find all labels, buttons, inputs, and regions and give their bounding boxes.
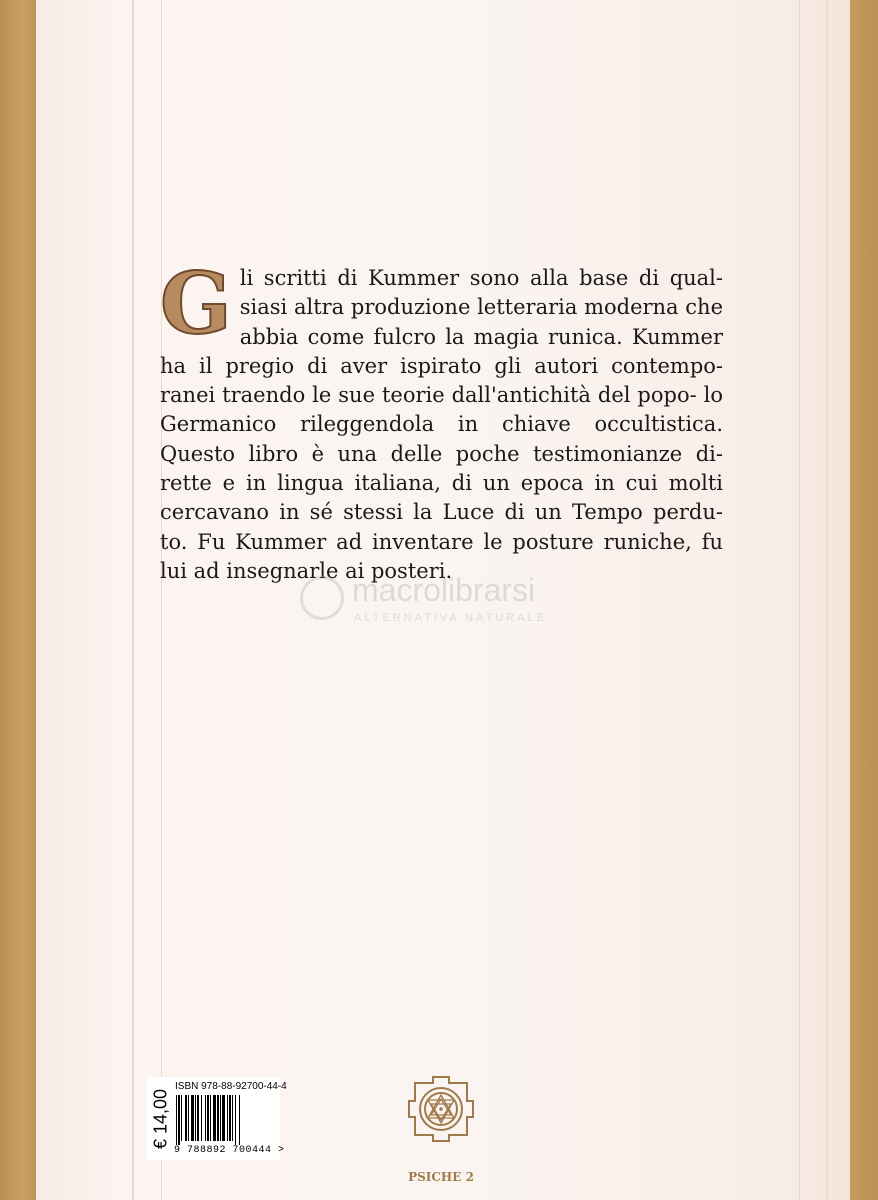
watermark-tagline: ALTERNATIVA NATURALE	[354, 612, 548, 624]
publisher-name: PSICHE 2	[408, 1170, 474, 1184]
barcode-bar	[181, 1095, 182, 1141]
decorative-stripe	[826, 0, 828, 1200]
barcode-bar	[191, 1095, 194, 1141]
barcode-digits: 9 788892 700444 >	[174, 1145, 285, 1156]
barcode-bar	[210, 1095, 211, 1141]
decorative-stripe	[132, 0, 134, 1200]
barcode-bar	[220, 1095, 221, 1141]
barcode-bar	[201, 1095, 202, 1141]
watermark	[300, 574, 600, 634]
barcode-bar	[207, 1095, 209, 1141]
barcode	[176, 1095, 276, 1145]
barcode-bar	[195, 1095, 196, 1141]
sri-yantra-icon	[405, 1075, 477, 1175]
watermark-name: macrolibrarsi	[352, 572, 536, 608]
watermark-logo-icon	[300, 576, 344, 620]
barcode-bar	[239, 1095, 240, 1145]
barcode-bar	[222, 1095, 225, 1141]
barcode-bar	[205, 1095, 206, 1141]
barcode-bar	[235, 1095, 236, 1145]
barcode-bar	[185, 1095, 187, 1141]
barcode-bar	[188, 1095, 189, 1141]
barcode-bar	[227, 1095, 228, 1141]
price-label	[150, 1079, 172, 1158]
barcode-bar	[176, 1095, 177, 1145]
barcode-bar	[232, 1095, 233, 1141]
isbn-text: ISBN 978-88-92700-44-4	[175, 1081, 287, 1092]
decorative-stripe	[161, 0, 162, 1200]
barcode-bar	[217, 1095, 219, 1141]
barcode-bar	[197, 1095, 199, 1141]
price-text: € 14,00	[150, 1088, 171, 1150]
blurb	[160, 254, 723, 586]
decorative-stripe	[799, 0, 800, 1200]
barcode-bar	[229, 1095, 231, 1141]
cover-edge-right	[850, 0, 878, 1200]
barcode-bar	[178, 1095, 180, 1145]
drop-cap: G	[160, 254, 232, 353]
blurb-text: li scritti di Kummer sono alla base di qual- siasi altra produzione letteraria moderna che abbia come fulcro la magia runica. Kummer ha il pregio di aver ispirato gli autori contempo- ranei traendo le sue teorie dall'antichità del popo- lo Germanico rileggendola in chiave occultistica. Questo libro è una delle poche testimonianze di- rette e in lingua italiana, di un epoca in cui molti cercavano in sé stessi la Luce di un Tempo perdu- to. Fu Kummer ad inventare le posture runiche, fu lui ad insegnarle ai posteri.	[160, 266, 723, 583]
barcode-bar	[213, 1095, 216, 1141]
cover-edge-left	[0, 0, 36, 1200]
